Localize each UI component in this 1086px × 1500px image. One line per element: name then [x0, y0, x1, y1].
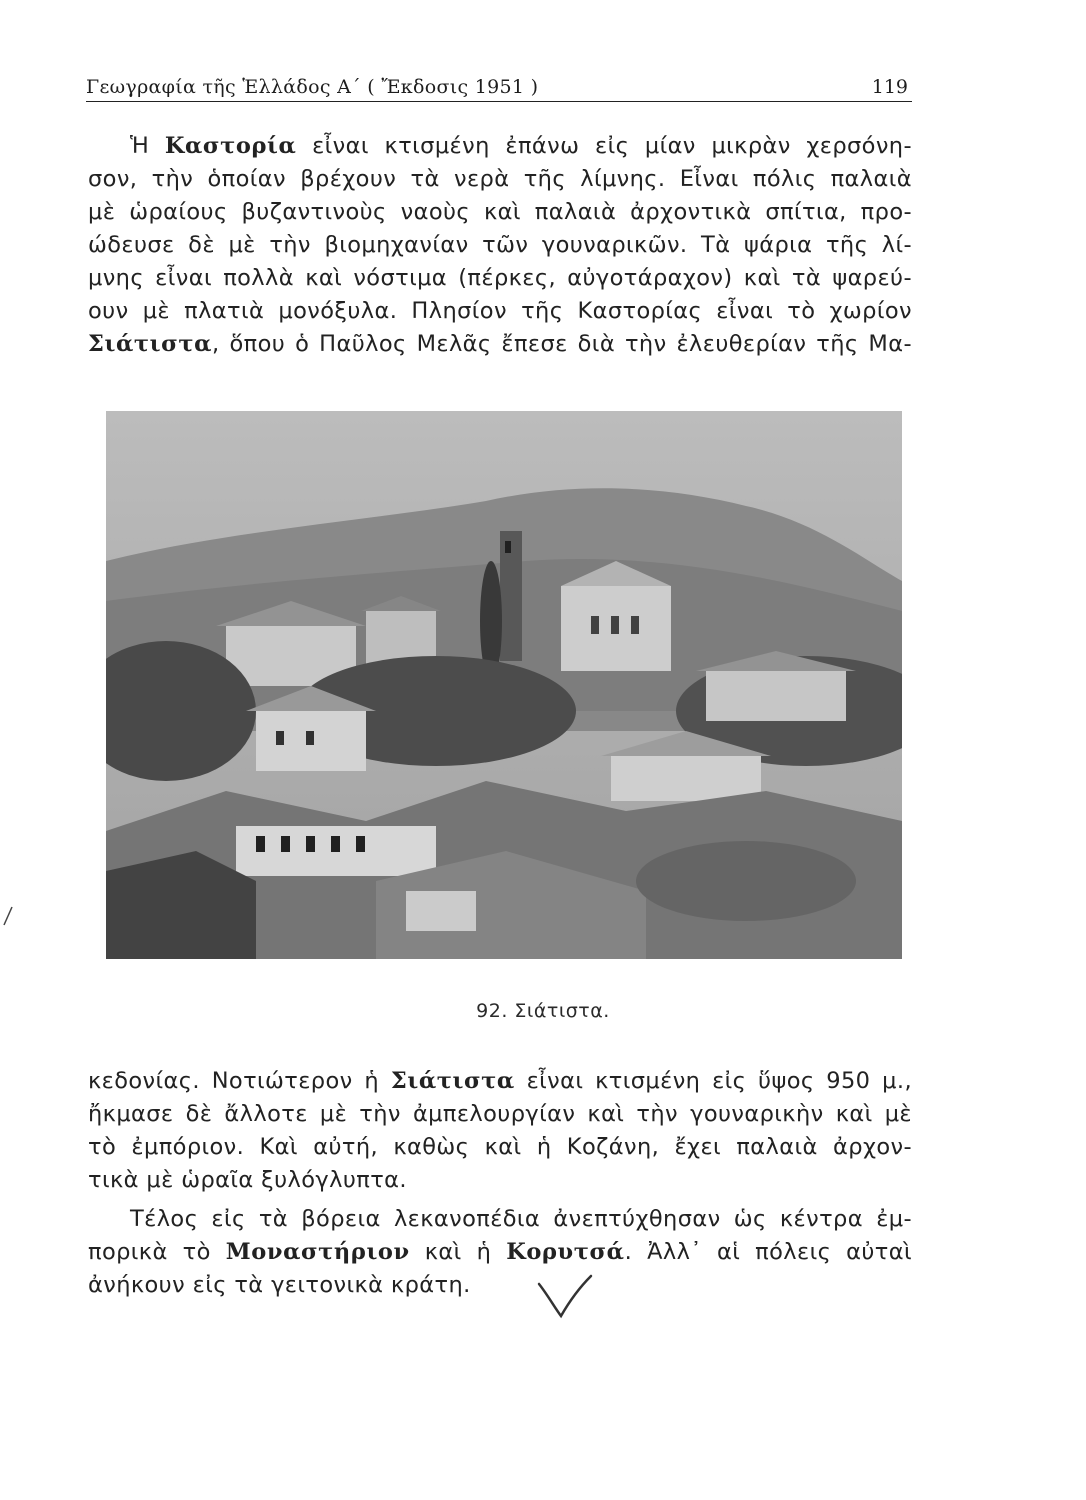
text-line: τὸ ἐμπόριον. Καὶ αὐτή, καθὼς καὶ ἡ Κοζάνη, ἔχει παλαιὰ ἀρχον-	[88, 1134, 912, 1160]
text-line: Ἡ Καστορία εἶναι κτισμένη ἐπάνω εἰς μίαν μικρὰν χερσόνη-	[130, 133, 912, 159]
header-rule	[86, 101, 912, 102]
paragraph-siatista	[88, 1065, 912, 1197]
paragraph-kastoria	[88, 130, 912, 361]
pencil-check-mark	[535, 1272, 595, 1322]
text-line: ουν μὲ πλατιὰ μονόξυλα. Πλησίον τῆς Καστορίας εἶναι τὸ χωρίον	[88, 298, 912, 324]
bold-term-siatista: Σιάτιστα	[390, 1068, 515, 1094]
text-line: μὲ ὡραίους βυζαντινοὺς ναοὺς καὶ παλαιὰ ἀρχοντικὰ σπίτια, προ-	[88, 199, 912, 225]
text-line: κεδονίας. Νοτιώτερον ἡ Σιάτιστα εἶναι κτισμένη εἰς ὕψος 950 μ.,	[88, 1068, 912, 1094]
figure-caption: 92. Σιάτιστα.	[476, 1000, 610, 1022]
bold-term-monastirion: Μοναστήριον	[225, 1239, 410, 1265]
text-line: Σιάτιστα, ὅπου ὁ Παῦλος Μελᾶς ἔπεσε διὰ τὴν ἐλευθερίαν τῆς Μα-	[88, 331, 912, 357]
text-line: πορικὰ τὸ Μοναστήριον καὶ ἡ Κορυτσά. Ἀλλ᾽ αἱ πόλεις αὐταὶ	[88, 1239, 912, 1265]
paragraph-north	[88, 1203, 912, 1302]
bold-term-siatista: Σιάτιστα	[88, 331, 212, 357]
text-line: σον, τὴν ὁποίαν βρέχουν τὰ νερὰ τῆς λίμνης. Εἶναι πόλις παλαιὰ	[88, 166, 912, 192]
running-header	[86, 74, 912, 104]
page-number: 119	[871, 76, 908, 98]
header-title: Γεωγραφία τῆς Ἑλλάδος Α΄ ( Ἔκδοσις 1951 )	[86, 76, 539, 98]
margin-tick-mark	[0, 905, 14, 929]
text-line: ἤκμασε δὲ ἄλλοτε μὲ τὴν ἀμπελουργίαν καὶ τὴν γουναρικὴν καὶ μὲ	[88, 1101, 912, 1127]
text-line: ώδευσε δὲ μὲ τὴν βιομηχανίαν τῶν γουναρικῶν. Τὰ ψάρια τῆς λί-	[88, 232, 912, 258]
text-line: ἀνήκουν εἰς τὰ γειτονικὰ κράτη.	[88, 1272, 471, 1298]
bold-term-korytsa: Κορυτσά	[506, 1239, 625, 1265]
text-line: τικὰ μὲ ὡραῖα ξυλόγλυπτα.	[88, 1167, 407, 1193]
bold-term-kastoria: Καστορία	[164, 133, 297, 159]
photo-illustration	[106, 411, 902, 959]
text-line: Τέλος εἰς τὰ βόρεια λεκανοπέδια ἀνεπτύχθησαν ὡς κέντρα ἐμ-	[130, 1206, 912, 1232]
text-line: μνης εἶναι πολλὰ καὶ νόστιμα (πέρκες, αὐγοτάραχον) καὶ τὰ ψαρεύ-	[88, 265, 912, 291]
photograph-siatista	[106, 411, 902, 959]
